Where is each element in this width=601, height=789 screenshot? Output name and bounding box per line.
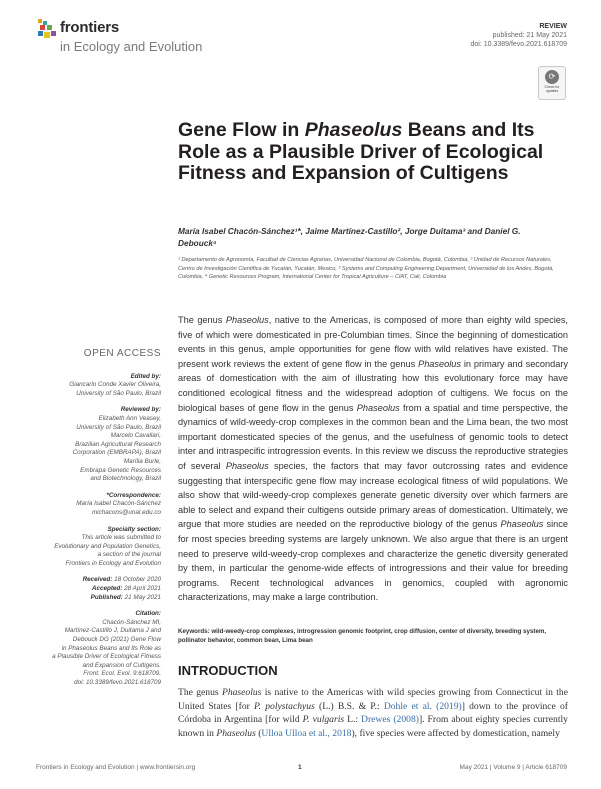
genus-name: Phaseolus bbox=[225, 315, 269, 325]
article-info-sidebar bbox=[36, 350, 161, 688]
citation-link[interactable]: Dohle et al. (2019) bbox=[383, 700, 462, 712]
reviewer-line: Marília Burle, bbox=[123, 457, 161, 465]
edited-by-label: Edited by: bbox=[130, 372, 161, 380]
editor-info bbox=[36, 381, 161, 398]
title-part: Gene Flow in bbox=[178, 119, 305, 141]
specialty-label: Specialty section: bbox=[107, 525, 161, 533]
dates bbox=[36, 576, 161, 602]
received-date bbox=[36, 576, 161, 585]
page-number: 1 bbox=[298, 764, 302, 771]
genus-name: Phaseolus bbox=[216, 727, 256, 739]
title-part: Beans and Its Role as a Plausible Driver of Ecological Fitness and Expansion of Cultigens bbox=[178, 119, 544, 184]
abstract-text: , native to the Americas, is composed of more than eighty wild species, five of which were domesticated in pre-Columbian times. Since the beginning of domestication events in this genus, ample opportunities for gene flow with wild relatives have existed. The present work reviews the extent of gene flow in the genus bbox=[178, 315, 568, 369]
footer-issue: May 2021 | Volume 9 | Article 618709 bbox=[459, 764, 567, 771]
genus-name: Phaseolus bbox=[356, 402, 400, 413]
article-type: REVIEW bbox=[539, 23, 567, 30]
correspondence-email[interactable]: michacons@unal.edu.co bbox=[91, 508, 161, 516]
citation-line: a Plausible Driver of Ecological Fitness bbox=[52, 653, 161, 661]
editor-line: Giancarlo Conde Xavier Oliveira, bbox=[69, 381, 161, 389]
check-for-updates-button[interactable] bbox=[538, 66, 566, 100]
correspondence-info bbox=[36, 500, 161, 517]
intro-text: L.: bbox=[344, 714, 362, 726]
citation-line: Martínez-Castillo J, Duitama J and bbox=[64, 627, 161, 635]
published-date-side bbox=[36, 594, 161, 603]
reviewer-line: Brazilian Agricultural Research bbox=[75, 440, 161, 448]
reviewer-line: University of São Paulo, Brazil bbox=[76, 423, 161, 431]
specialty-info bbox=[36, 534, 161, 568]
published-date: published: 21 May 2021 bbox=[492, 32, 567, 39]
reviewer-line: Corporation (EMBRAPA), Brazil bbox=[72, 449, 161, 457]
abstract-text: The genus bbox=[178, 315, 226, 325]
reviewer-line: Marcelo Cavallari, bbox=[110, 432, 161, 440]
citation-label: Citation: bbox=[135, 610, 161, 618]
check-updates-caption: Check for updates bbox=[544, 85, 560, 93]
received-label: Received: bbox=[82, 576, 113, 584]
section-heading: INTRODUCTION bbox=[178, 663, 278, 678]
citation-link[interactable]: Ulloa Ulloa et al., 2018 bbox=[261, 727, 352, 739]
abstract-text: in primary and secondary areas of domestication with the aim of illustrating how this evolutionary force may have conditioned ecological fitness and the widespread adoption of cultigens. We focus on the biological bases of gene flow in the genus bbox=[178, 358, 568, 413]
citation-line[interactable]: doi: 10.3389/fevo.2021.618709 bbox=[74, 679, 161, 686]
journal-name: in Ecology and Evolution bbox=[60, 39, 203, 54]
intro-text: ), five species were affected by domestication, namely bbox=[351, 727, 560, 739]
abstract bbox=[178, 313, 568, 605]
citation-info bbox=[36, 619, 161, 688]
citation-line: Debouck DG (2021) Gene Flow bbox=[72, 636, 161, 644]
refresh-icon: ⟳ bbox=[545, 70, 559, 84]
intro-text: (L.) B.S. & P.: bbox=[314, 700, 384, 712]
genus-name: Phaseolus bbox=[418, 358, 461, 369]
reviewer-info bbox=[36, 415, 161, 484]
logo-wordmark: frontiers bbox=[60, 19, 120, 36]
specialty-line: Evolutionary and Population Genetics, bbox=[54, 542, 161, 550]
citation-line: in Phaseolus Beans and Its Role as bbox=[61, 644, 161, 652]
editor-line: University of São Paulo, Brazil bbox=[76, 389, 161, 397]
citation-line: and Expansion of Cultigens. bbox=[82, 661, 161, 669]
title-genus: Phaseolus bbox=[304, 119, 403, 141]
intro-text: The genus bbox=[178, 687, 222, 698]
keywords: Keywords: wild-weedy-crop complexes, introgression genomic footprint, crop diffusion, center of diversity, breeding system, pollinator behavior, common bean, Lima bean bbox=[178, 628, 547, 644]
genus-name: Phaseolus bbox=[500, 519, 544, 530]
author-list: María Isabel Chacón-Sánchez¹*, Jaime Martínez-Castillo², Jorge Duitama³ and Daniel G. Debouck⁴ bbox=[178, 226, 521, 248]
citation-link[interactable]: Drewes (2008) bbox=[361, 714, 419, 726]
correspondence-name: María Isabel Chacón-Sánchez bbox=[76, 500, 161, 508]
frontiers-logo-icon bbox=[38, 19, 58, 41]
correspondence-label: *Correspondence: bbox=[106, 491, 161, 499]
reviewed-by-label: Reviewed by: bbox=[120, 406, 161, 414]
article-title bbox=[178, 120, 568, 185]
received-value: 18 October 2020 bbox=[114, 576, 161, 584]
accepted-value: 28 April 2021 bbox=[124, 585, 161, 593]
doi[interactable]: doi: 10.3389/fevo.2021.618709 bbox=[470, 41, 567, 48]
intro-text: ( bbox=[255, 727, 262, 739]
reviewer-line: and Biotechnology, Brazil bbox=[90, 475, 161, 483]
affiliations: ¹ Departamento de Agronomía, Facultad de Ciencias Agrarias, Universidad Nacional de Colombia, Bogotá, Colombia, ² Unidad de Recursos Naturales, Centro de Investigación Científica de Yucatán, Yucatán, Mexico, ³ Systems and Computing Engineering Department, Universidad de los Andes, Bogotá, Colombia, ⁴ Genetic Resources Program, International Center for Tropical Agriculture – CIAT, Cali, Colombia bbox=[178, 257, 554, 280]
species-name: P. vulgaris bbox=[302, 714, 345, 726]
abstract-text: from a spatial and time perspective, the dynamics of wild-weedy-crop complexes in the common bean and the Lima bean, the two most important domesticated species of the genus, and the usefulness of genomic tools to detect inter and intraspecific introgression events. In this review we discuss the reproductive strategies of several bbox=[178, 402, 568, 471]
intro-text: is native to the Americas with wild species growing from Connecticut in the United States [for bbox=[178, 687, 568, 712]
reviewer-line: Embrapa Genetic Resources bbox=[80, 466, 161, 474]
specialty-line: a section of the journal bbox=[97, 551, 161, 559]
published-label: Published: bbox=[90, 593, 123, 601]
genus-name: Phaseolus bbox=[221, 687, 262, 698]
accepted-label: Accepted: bbox=[91, 585, 123, 593]
reviewer-line: Elizabeth Ann Veasey, bbox=[98, 414, 161, 422]
specialty-line: Frontiers in Ecology and Evolution bbox=[65, 559, 161, 567]
journal-logo bbox=[38, 18, 258, 58]
intro-text: ]. From about eighty species currently known in bbox=[178, 714, 568, 739]
page-footer bbox=[36, 764, 567, 776]
article-meta bbox=[470, 22, 567, 49]
abstract-text: species, the factors that may favor outcrossing rates and evidence suggesting that interspecific gene flow may increase ecological fitness of wild populations. We also show that wild-weedy-crop complexes generate genetic diversity over which farmers are able to select and expand their cultigens outside primary areas of domestication. Ultimately, we argue that more studies are needed on the reproductive biology of the genus bbox=[178, 460, 568, 530]
published-value: 21 May 2021 bbox=[124, 593, 161, 601]
abstract-text: since for most species breeding systems are largely unknown. We also argue that there is an urgent need to preserve wild-weedy-crop complexes and characterize the genetic diversity generated by them, in particular the genome-wide effects of introgressions and their value for breeding programs. Recent technological advances in genomics, coupled with agronomic characterizations, may make a large contribution. bbox=[178, 519, 568, 603]
accepted-date bbox=[36, 585, 161, 594]
genus-name: Phaseolus bbox=[225, 460, 269, 471]
specialty-line: This article was submitted to bbox=[81, 534, 161, 542]
citation-line: Chacón-Sánchez MI, bbox=[102, 618, 161, 626]
species-name: P. polystachyus bbox=[254, 700, 315, 712]
footer-journal[interactable]: Frontiers in Ecology and Evolution | www.frontiersin.org bbox=[36, 764, 196, 771]
intro-text: ] down to the province of Córdoba in Argentina [for wild bbox=[178, 700, 568, 726]
introduction-paragraph bbox=[178, 686, 568, 740]
open-access-label: OPEN ACCESS bbox=[83, 348, 161, 359]
citation-line: Front. Ecol. Evol. 9:618709. bbox=[83, 670, 161, 678]
